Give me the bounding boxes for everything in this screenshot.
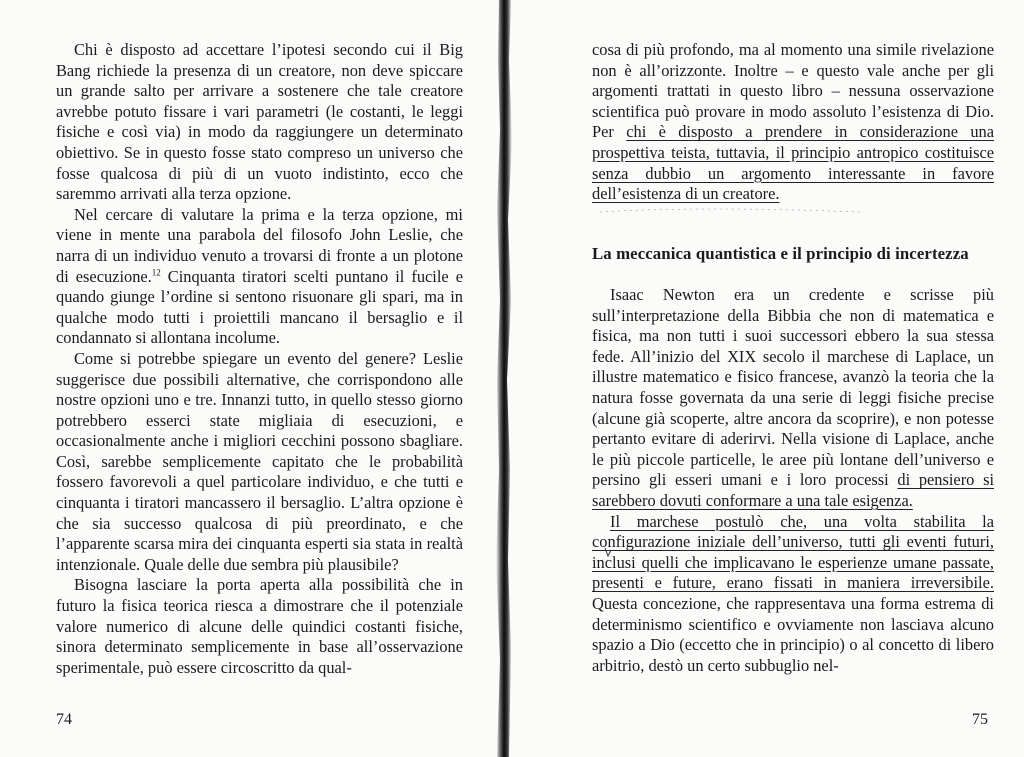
underlined-passage-3: Il marchese postulò che, una volta stabilita la configurazione iniziale dell’universo, tutti gli eventi futuri, inclusi quelli che implicavano le esperienze umane passate, presenti e future, erano fissati in maniera irreversibile. <box>592 511 994 593</box>
page-number-left: 74 <box>56 711 72 728</box>
right-paragraph-1-text: cosa di più profondo, ma al momento una simile rivelazione non è all’orizzonte. Inoltre – e questo vale anche per gli argomenti trattati in questo libro – nessuna osservazione scientifica può provare in modo assoluto l’esistenza di Dio. Per <box>592 40 994 142</box>
right-page-body <box>592 285 994 676</box>
page-number-right: 75 <box>972 711 988 728</box>
section-heading: La meccanica quantistica e il principio di incertezza <box>592 244 969 263</box>
left-paragraph-3: Come si potrebbe spiegare un evento del genere? Leslie suggerisce due possibili alternative, che corrispondono alle nostre opzioni uno e tre. Innanzi tutto, in quello stesso giorno potrebbero esserci state migliaia di esecuzioni, e occasionalmente anche i migliori cecchini possono sbagliare. Così, sarebbe semplicemente capitato che le probabilità fossero favorevoli a quel particolare individuo, e che tutti e cinquanta i tiratori mancassero il bersaglio. L’altra opzione è che sia successo qualcosa di più preordinato, e che l’apparente scarsa mira dei cinquanta esperti sia stata in realtà intenzionale. Quale delle due sembra più plausibile? <box>56 348 463 574</box>
book-spine-shadow <box>489 0 519 757</box>
left-page-body <box>56 40 463 678</box>
right-paragraph-2-text: Isaac Newton era un credente e scrisse più sull’interpretazione della Bibbia che non di matematica e fisica, ma non tutti i suoi successori ebbero la sua stessa fede. All’inizio del XIX secolo il marchese di Laplace, un illustre matematico e fisico francese, avanzò la teoria che la natura fosse governata da una serie di leggi fisiche precise (alcune già scoperte, altre ancora da scoprire), e non potesse pertanto evitare di aderirvi. Nella visione di Laplace, anche le più piccole particelle, le aree più lontane dell’universo e persino gli esseri umani e i loro processi <box>592 285 994 490</box>
right-page-top-paragraph <box>592 40 994 205</box>
right-paragraph-1 <box>592 40 994 205</box>
left-paragraph-4: Bisogna lasciare la porta aperta alla possibilità che in futuro la fisica teorica riesca a dimostrare che il potenziale valore numerico di alcune delle quindici costanti fisiche, sinora determinato semplicemente in base all’osservazione sperimentale, può essere circoscritto da qual- <box>56 575 463 677</box>
left-paragraph-2-rest: Cinquanta tiratori scelti puntano il fucile e quando giunge l’ordine si sentono risuonare gli spari, ma in qualche modo tutti i proiettili mancano il bersaglio e il condannato si allontana incolume. <box>56 266 463 348</box>
right-page <box>517 0 1024 757</box>
left-paragraph-1: Chi è disposto ad accettare l’ipotesi secondo cui il Big Bang richiede la presenza di un creatore, non deve spiccare un grande salto per arrivare a sostenere che tale creatore avrebbe potuto fissare i vari parametri (le costanti, le leggi fisiche e così via) in modo da raggiungere un determinato obiettivo. Se in questo fosse stato compreso un universo che fosse qualcosa di più di un vuoto indistinto, ecco che saremmo arrivati alla terza opzione. <box>56 40 463 204</box>
right-paragraph-3-rest: Questa concezione, che rappresentava una forma estrema di determinismo scientifico e ovviamente non lasciava alcuno spazio a Dio (eccetto che in principio) o al concetto di libero arbitrio, destò un certo subbuglio nel- <box>592 593 994 675</box>
underlined-passage-2: di pensiero si sarebbero dovuti conformare a una tale esigenza. <box>592 470 994 510</box>
footnote-marker: 12 <box>151 267 161 278</box>
left-page <box>0 0 493 757</box>
right-paragraph-3 <box>592 512 994 677</box>
left-paragraph-2-text: Nel cercare di valutare la prima e la terza opzione, mi viene in mente una parabola del filosofo John Leslie, che narra di un individuo venuto a trovarsi di fronte a un plotone di esecuzione. <box>56 204 463 286</box>
left-paragraph-2 <box>56 205 463 349</box>
underlined-passage-1: chi è disposto a prendere in considerazione una prospettiva teista, tuttavia, il principio antropico costituisce senza dubbio un argomento interessante in favore dell’esistenza di un creatore. <box>592 122 994 204</box>
right-paragraph-2 <box>592 285 994 512</box>
